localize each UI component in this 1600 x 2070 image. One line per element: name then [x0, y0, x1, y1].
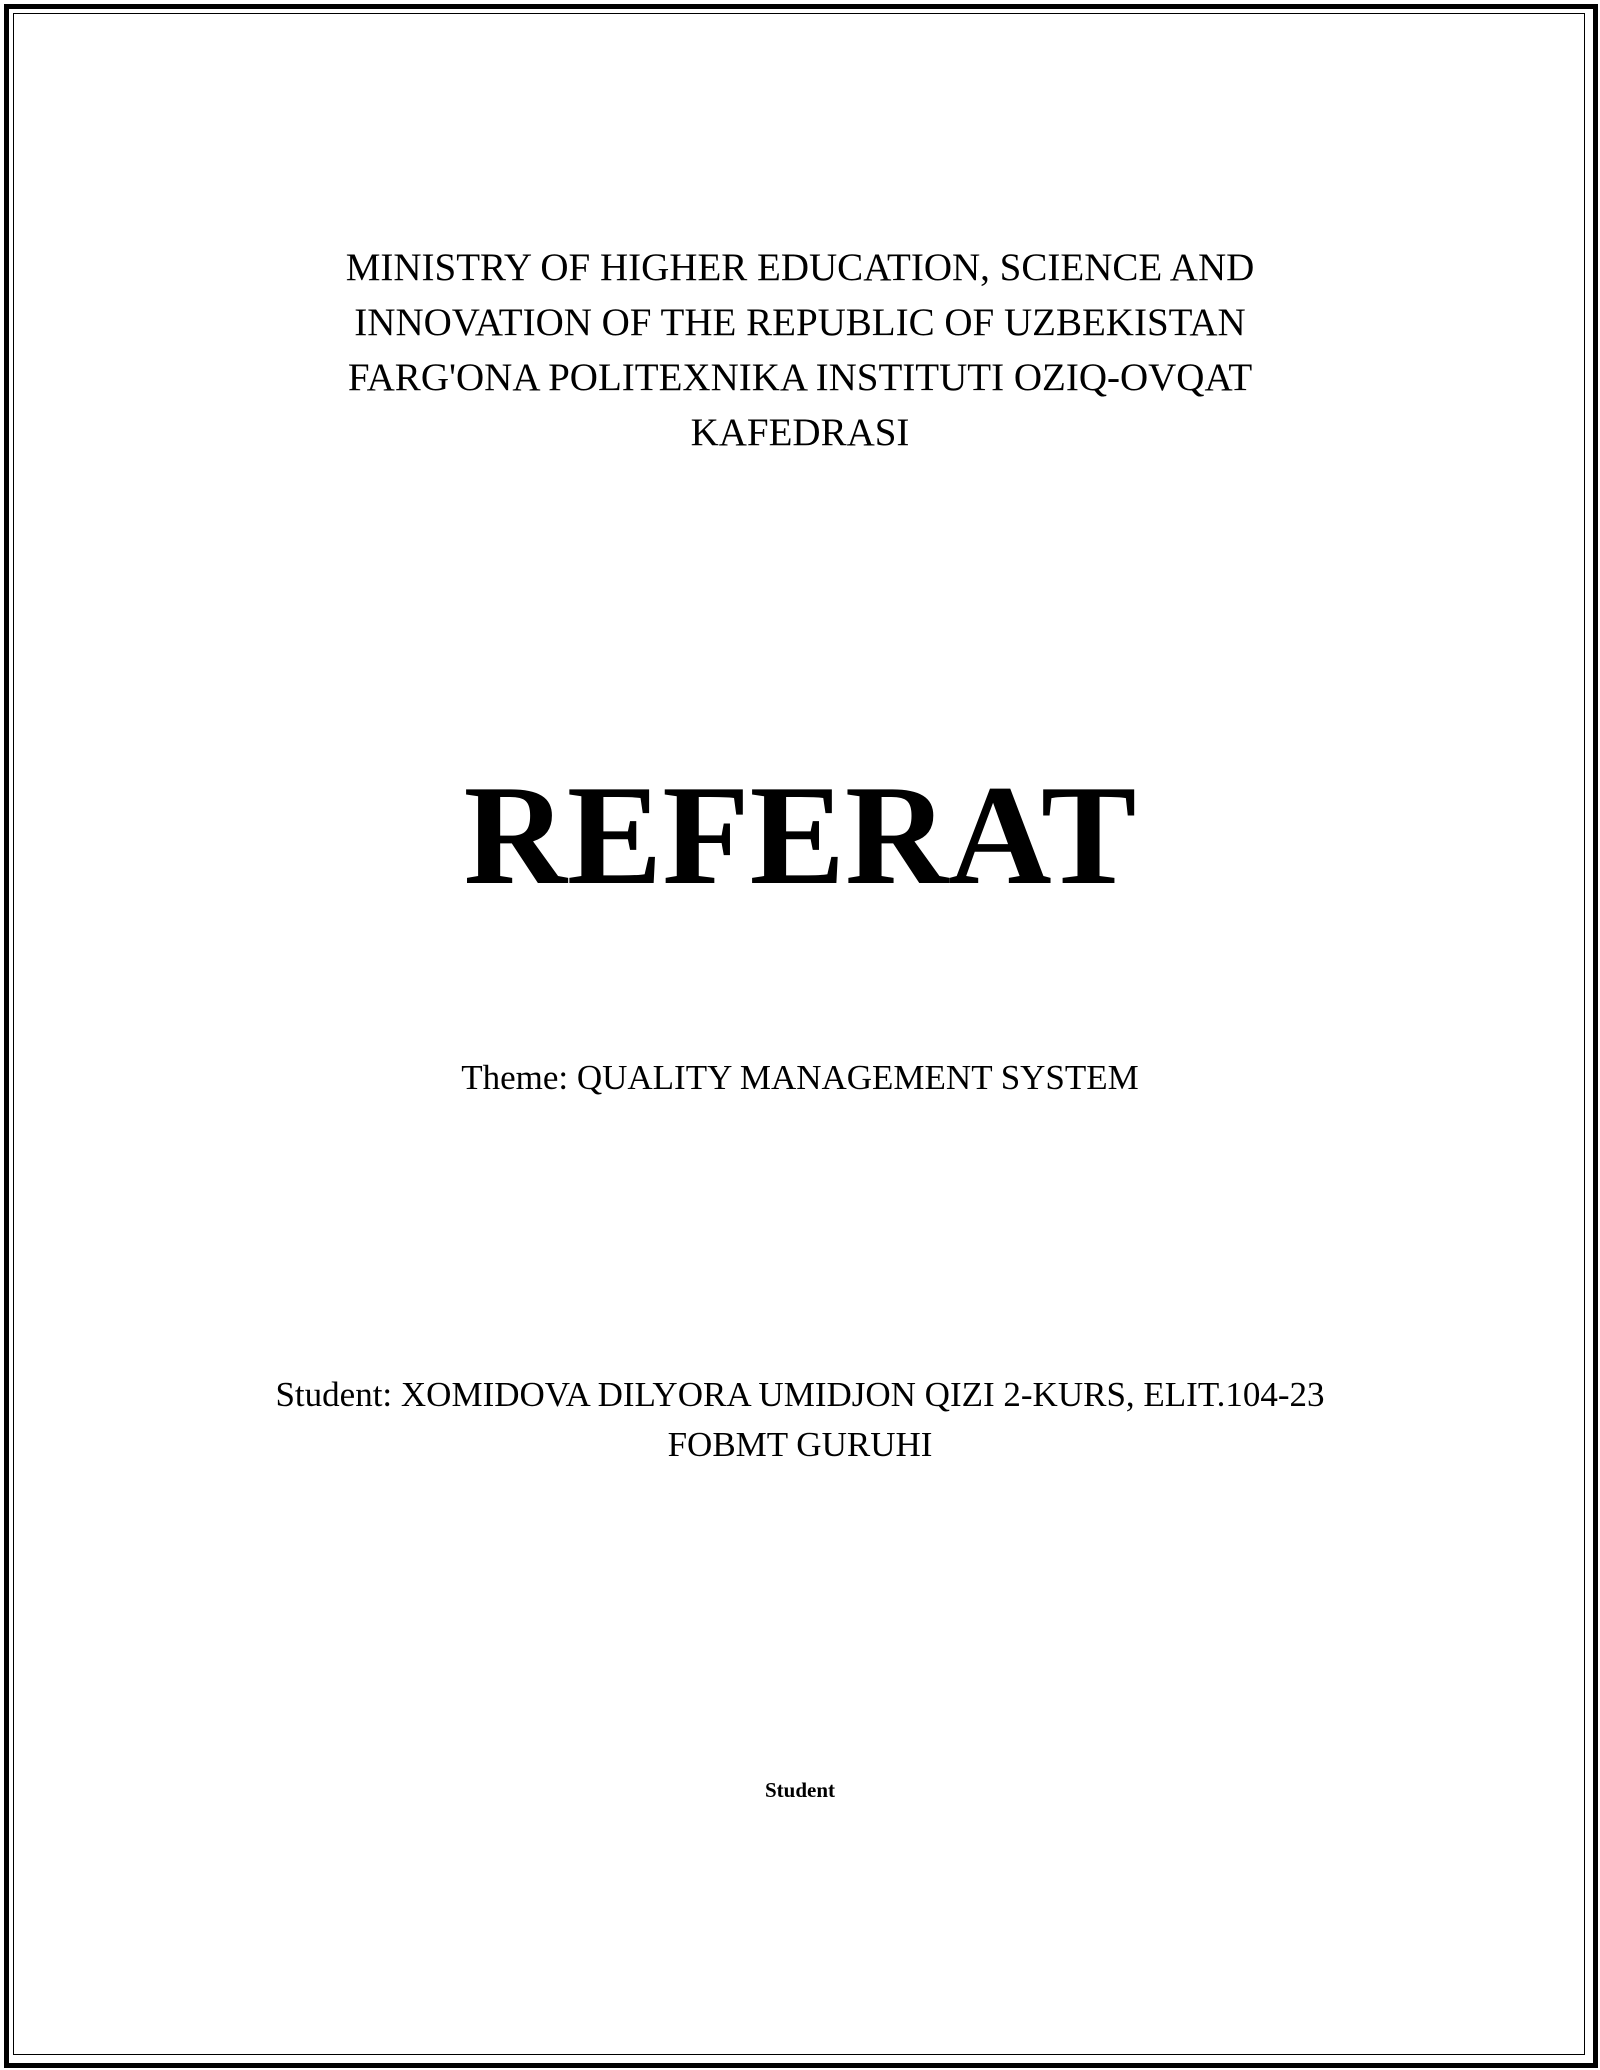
document-title: REFERAT [463, 756, 1137, 914]
student-info [0, 1370, 1600, 1470]
student-info-line: Student: XOMIDOVA DILYORA UMIDJON QIZI 2-KURS, ELIT.104-23 [275, 1375, 1325, 1414]
theme-line: Theme: QUALITY MANAGEMENT SYSTEM [461, 1058, 1139, 1097]
ministry-line: FARG'ONA POLITEXNIKA INSTITUTI OZIQ-OVQAT [347, 356, 1253, 399]
ministry-line: MINISTRY OF HIGHER EDUCATION, SCIENCE AND [345, 246, 1255, 289]
ministry-line: KAFEDRASI [690, 411, 910, 454]
student-footer-label: Student [764, 1778, 836, 1802]
ministry-line: INNOVATION OF THE REPUBLIC OF UZBEKISTAN [354, 301, 1246, 344]
student-info-line: FOBMT GURUHI [667, 1425, 933, 1464]
ministry-header [0, 240, 1600, 460]
